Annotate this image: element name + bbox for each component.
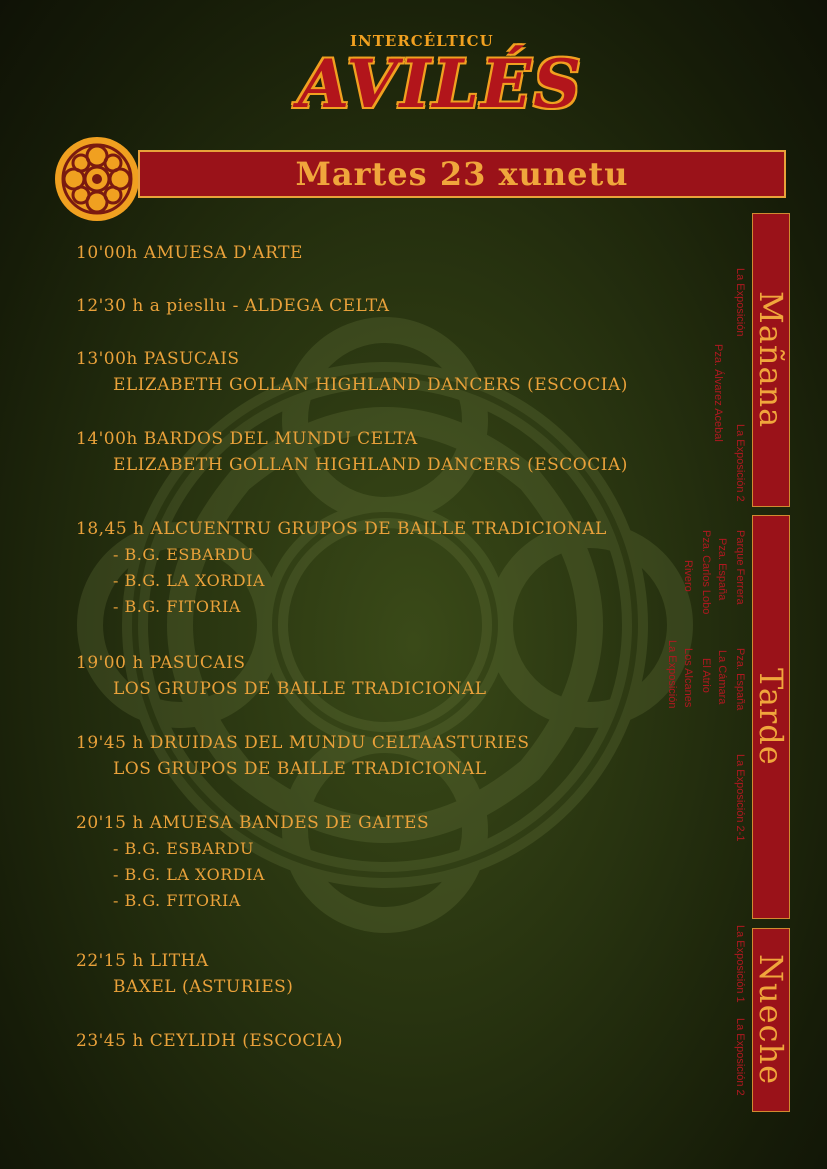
event-item <box>76 293 716 319</box>
section-label-morning: Mañana <box>752 291 790 429</box>
date-banner <box>138 150 786 198</box>
location-label: Los Alcanes <box>682 648 694 708</box>
event-group: - B.G. FITORIA <box>113 597 241 616</box>
location-label: Pza. España <box>734 648 746 711</box>
event-item <box>76 516 716 620</box>
location-label: Rivero <box>682 560 694 592</box>
event-line: 10'00h AMUESA D'ARTE <box>76 243 303 263</box>
event-line: 14'00h BARDOS DEL MUNDU CELTA <box>76 429 418 449</box>
location-label: La Cámara <box>716 650 728 705</box>
location-label: Pza. España <box>716 538 728 601</box>
event-line: 19'00 h PASUCAIS <box>76 653 246 673</box>
event-performer: LOS GRUPOS DE BAILLE TRADICIONAL <box>113 679 487 699</box>
location-label: La Exposición 2-1 <box>734 754 746 842</box>
celtic-medallion-icon <box>52 134 142 224</box>
event-item <box>76 810 716 914</box>
event-performer: LOS GRUPOS DE BAILLE TRADICIONAL <box>113 759 487 779</box>
section-banner-morning <box>752 213 790 507</box>
event-group: - B.G. ESBARDU <box>113 545 255 564</box>
location-label: Pza. Álvarez Acebal <box>712 344 724 442</box>
event-item <box>76 240 716 266</box>
event-line: 19'45 h DRUIDAS DEL MUNDU CELTAASTURIES <box>76 733 530 753</box>
event-line: 12'30 h a piesllu - ALDEGA CELTA <box>76 296 390 316</box>
logo-top-text: INTERCÉLTICU <box>350 32 494 50</box>
location-label: La Exposición <box>666 640 678 709</box>
event-item <box>76 1028 716 1054</box>
event-item <box>76 650 716 702</box>
section-banner-night <box>752 928 790 1112</box>
event-item <box>76 730 716 782</box>
location-label: Parque Ferrera <box>734 530 746 605</box>
location-label: El Atrio <box>700 658 712 693</box>
event-performer: ELIZABETH GOLLAN HIGHLAND DANCERS (ESCOCIA) <box>113 455 628 475</box>
event-line: 13'00h PASUCAIS <box>76 349 240 369</box>
location-label: La Exposición 2 <box>734 1018 746 1096</box>
event-performer: ELIZABETH GOLLAN HIGHLAND DANCERS (ESCOCIA) <box>113 375 628 395</box>
location-label: Pza. Carlos Lobo <box>700 530 712 615</box>
event-item <box>76 426 716 478</box>
location-label: La Exposición 2 <box>734 424 746 502</box>
event-line: 22'15 h LITHA <box>76 951 209 971</box>
festival-logo <box>290 30 583 130</box>
section-label-night: Nueche <box>752 954 790 1086</box>
event-group: - B.G. FITORIA <box>113 891 241 910</box>
event-item <box>76 346 716 398</box>
section-banner-afternoon <box>752 515 790 919</box>
event-performer: BAXEL (ASTURIES) <box>113 977 294 997</box>
event-line: 20'15 h AMUESA BANDES DE GAITES <box>76 813 430 833</box>
section-label-afternoon: Tarde <box>752 668 790 766</box>
event-group: - B.G. ESBARDU <box>113 839 255 858</box>
location-label: La Exposición <box>734 268 746 337</box>
event-line: 18,45 h ALCUENTRU GRUPOS DE BAILLE TRADICIONAL <box>76 519 607 539</box>
location-label: La Exposición 1 <box>734 925 746 1003</box>
event-item <box>76 948 716 1000</box>
logo-main-text: AVILÉS <box>298 45 583 123</box>
date-title: Martes 23 xunetu <box>295 155 629 193</box>
event-group: - B.G. LA XORDIA <box>113 865 265 884</box>
event-group: - B.G. LA XORDIA <box>113 571 265 590</box>
event-line: 23'45 h CEYLIDH (ESCOCIA) <box>76 1031 343 1051</box>
